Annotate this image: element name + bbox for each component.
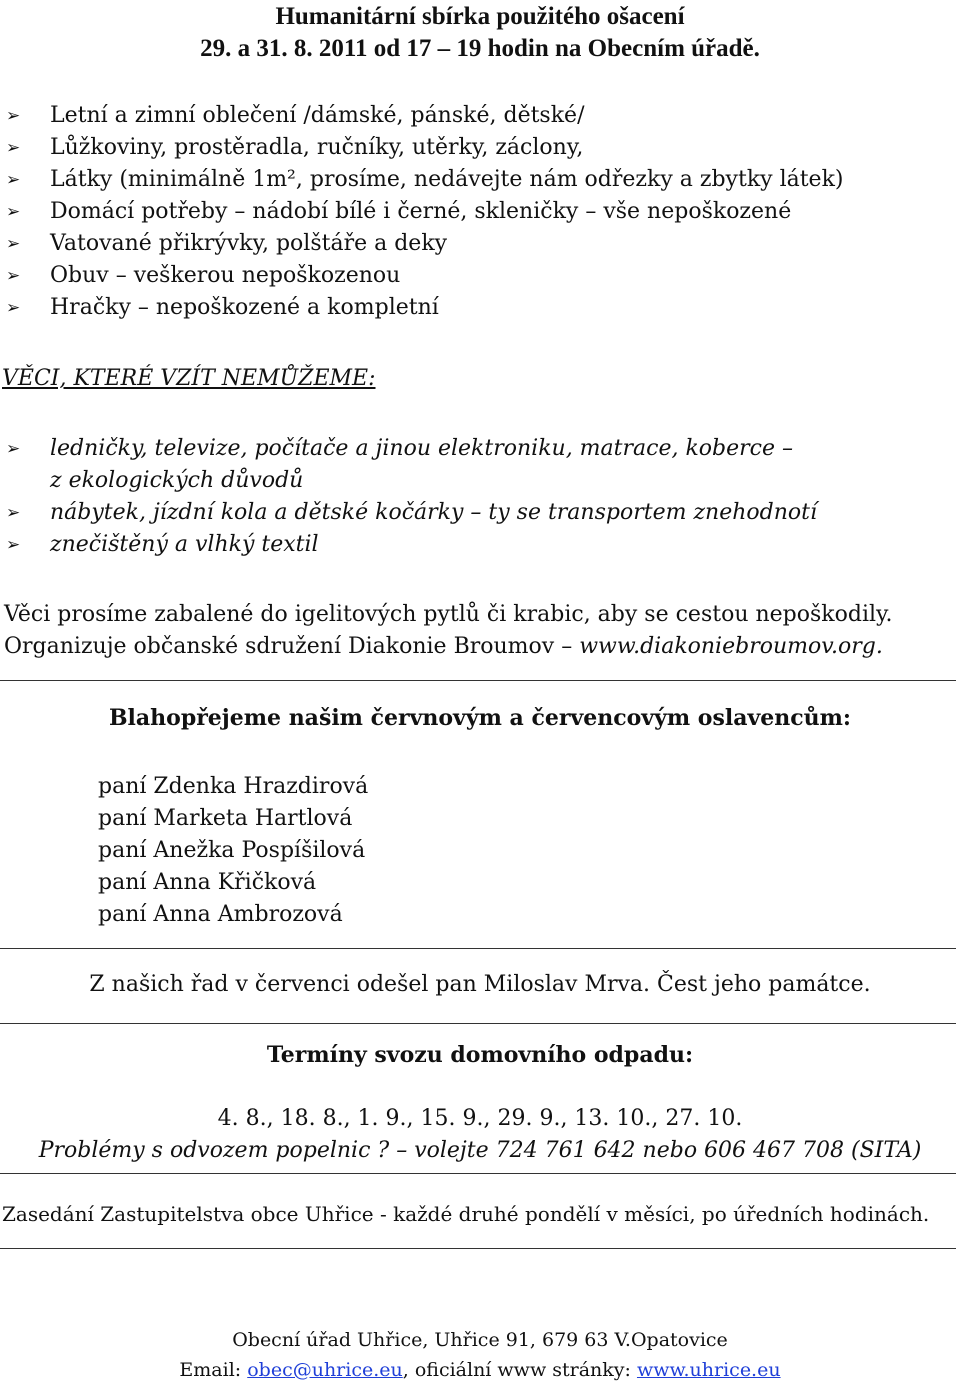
list-item: ➢ ledničky, televize, počítače a jinou elektroniku, matrace, koberce – xyxy=(0,433,817,465)
footer-contacts: Email: obec@uhrice.eu, oficiální www stránky: www.uhrice.eu xyxy=(179,1359,781,1381)
list-item: ➢ Letní a zimní oblečení /dámské, pánské, dětské/ xyxy=(0,100,844,132)
arrow-bullet-icon: ➢ xyxy=(6,234,21,254)
divider xyxy=(0,1173,956,1174)
waste-heading: Termíny svozu domovního odpadu: xyxy=(266,1042,694,1068)
divider xyxy=(0,1248,956,1249)
arrow-bullet-icon: ➢ xyxy=(6,535,21,555)
birthday-heading: Blahopřejeme našim červnovým a červencovým oslavencům: xyxy=(108,705,852,731)
arrow-bullet-icon: ➢ xyxy=(6,138,21,158)
list-item: paní Anna Křičková xyxy=(98,870,317,895)
packing-note: Věci prosíme zabalené do igelitových pytlů či krabic, aby se cestou nepoškodily. xyxy=(4,602,893,627)
not-accepted-list xyxy=(0,433,817,561)
council-meeting-note: Zasedání Zastupitelstva obce Uhřice - každé druhé pondělí v měsíci, po úředních hodinách. xyxy=(2,1202,930,1226)
list-item: ➢ Hračky – nepoškozené a kompletní xyxy=(0,292,844,324)
collection-date: 29. a 31. 8. 2011 od 17 – 19 hodin na Obecním úřadě. xyxy=(200,35,760,62)
organizer-website: www.diakoniebroumov.org. xyxy=(579,634,883,659)
list-item: ➢ Lůžkoviny, prostěradla, ručníky, utěrky, záclony, xyxy=(0,132,844,164)
not-accepted-heading: VĚCI, KTERÉ VZÍT NEMŮŽEME: xyxy=(2,366,376,391)
waste-dates: 4. 8., 18. 8., 1. 9., 15. 9., 29. 9., 13. 10., 27. 10. xyxy=(217,1106,743,1131)
waste-problems: Problémy s odvozem popelnic ? – volejte 724 761 642 nebo 606 467 708 (SITA) xyxy=(38,1138,922,1163)
arrow-bullet-icon: ➢ xyxy=(6,439,21,459)
website-link[interactable]: www.uhrice.eu xyxy=(636,1359,781,1381)
obituary-text: Z našich řad v červenci odešel pan Miloslav Mrva. Čest jeho památce. xyxy=(89,972,871,997)
email-link[interactable]: obec@uhrice.eu xyxy=(247,1359,403,1381)
list-item-continuation: z ekologických důvodů xyxy=(50,468,304,493)
collection-title: Humanitární sbírka použitého ošacení xyxy=(275,3,685,30)
arrow-bullet-icon: ➢ xyxy=(6,298,21,318)
list-item: ➢ Vatované přikrývky, polštáře a deky xyxy=(0,228,844,260)
divider xyxy=(0,1023,956,1024)
footer-address: Obecní úřad Uhřice, Uhřice 91, 679 63 V.Opatovice xyxy=(232,1329,728,1351)
list-item: paní Anežka Pospíšilová xyxy=(98,838,366,863)
list-item: ➢ Obuv – veškerou nepoškozenou xyxy=(0,260,844,292)
birthday-names-list xyxy=(98,771,368,931)
accepted-items-list xyxy=(0,100,844,324)
list-item: paní Zdenka Hrazdirová xyxy=(98,774,369,799)
arrow-bullet-icon: ➢ xyxy=(6,503,21,523)
list-item: ➢ Látky (minimálně 1m², prosíme, nedávejte nám odřezky a zbytky látek) xyxy=(0,164,844,196)
arrow-bullet-icon: ➢ xyxy=(6,170,21,190)
divider xyxy=(0,948,956,949)
list-item: paní Anna Ambrozová xyxy=(98,902,343,927)
arrow-bullet-icon: ➢ xyxy=(6,266,21,286)
divider xyxy=(0,680,956,681)
list-item: paní Marketa Hartlová xyxy=(98,806,353,831)
list-item: ➢ Domácí potřeby – nádobí bílé i černé, skleničky – vše nepoškozené xyxy=(0,196,844,228)
arrow-bullet-icon: ➢ xyxy=(6,202,21,222)
list-item: ➢ znečištěný a vlhký textil xyxy=(0,529,817,561)
list-item: ➢ nábytek, jízdní kola a dětské kočárky – ty se transportem znehodnotí xyxy=(0,497,817,529)
arrow-bullet-icon: ➢ xyxy=(6,106,21,126)
organizer-line: Organizuje občanské sdružení Diakonie Broumov – www.diakoniebroumov.org. xyxy=(4,634,883,659)
